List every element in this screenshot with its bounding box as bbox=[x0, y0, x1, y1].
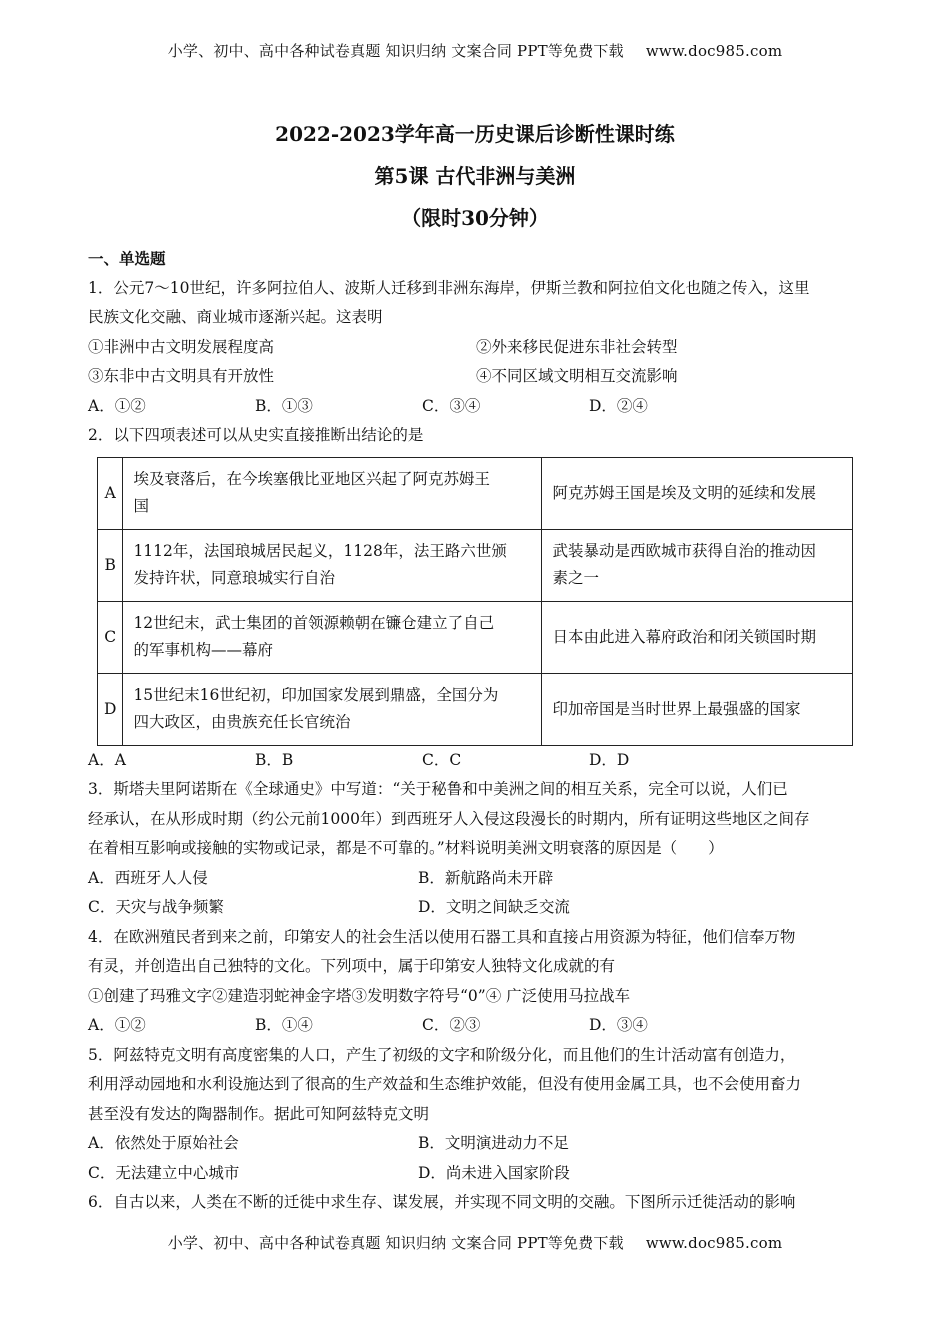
conclusion-cell bbox=[542, 601, 853, 673]
q1-items-row1 bbox=[88, 333, 864, 363]
q2-stem: 2．以下四项表述可以从史实直接推断出结论的是 bbox=[88, 426, 424, 444]
q3-stem-line1: 3．斯塔夫里阿诺斯在《全球通史》中写道：“关于秘鲁和中美洲之间的相互关系，完全可以说，人们已 bbox=[88, 780, 788, 798]
conclusion-cell bbox=[542, 457, 853, 529]
q1-stem-line1: 1．公元7～10世纪，许多阿拉伯人、波斯人迁移到非洲东海岸，伊斯兰教和阿拉伯文化也随之传入，这里 bbox=[88, 278, 810, 297]
q1-items-row2 bbox=[88, 362, 864, 392]
q3-option-c: C．天灾与战争频繁 bbox=[88, 898, 224, 916]
conclusion-cell bbox=[542, 529, 853, 601]
q1-stem-line2: 民族文化交融、商业城市逐渐兴起。这表明 bbox=[88, 308, 383, 326]
footer-site-link[interactable]: www.doc985.com bbox=[645, 1234, 783, 1252]
q2-option-d: D．D bbox=[589, 750, 630, 769]
q3-option-a: A．西班牙人人侵 bbox=[88, 868, 208, 887]
page-footer bbox=[0, 1232, 950, 1253]
q1-option-c: C．③④ bbox=[422, 396, 481, 415]
q5-stem-line3: 甚至没有发达的陶器制作。据此可知阿兹特克文明 bbox=[88, 1104, 430, 1123]
q4-options bbox=[88, 1011, 864, 1041]
q2-options bbox=[88, 746, 864, 776]
conclusion-cell bbox=[542, 673, 853, 745]
header-site-link[interactable]: www.doc985.com bbox=[645, 42, 783, 60]
q6-stem-line1: 6．自古以来，人类在不断的迁徙中求生存、谋发展，并实现不同文明的交融。下图所示迁徙活动的影响 bbox=[88, 1193, 796, 1211]
fact-line: 四大政区，由贵族充任长官统治 bbox=[133, 713, 351, 731]
header-text: 小学、初中、高中各种试卷真题 知识归纳 文案合同 PPT等免费下载 bbox=[167, 42, 624, 60]
q4-option-b: B．①④ bbox=[255, 1016, 313, 1034]
q4-stem-line3: ①创建了玛雅文字②建造羽蛇神金字塔③发明数字符号“0”④ 广泛使用马拉战车 bbox=[88, 986, 631, 1005]
q1-option-b: B．①③ bbox=[255, 396, 313, 415]
lesson-title: 第5课 古代非洲与美洲 bbox=[374, 164, 576, 188]
fact-line: 1112年，法国琅城居民起义，1128年，法王路六世颁 bbox=[133, 542, 507, 560]
question-2 bbox=[88, 421, 864, 775]
row-label: C bbox=[98, 601, 123, 673]
q5-option-c: C．无法建立中心城市 bbox=[88, 1163, 240, 1182]
q2-option-a: A．A bbox=[88, 750, 126, 769]
section-heading: 一、单选题 bbox=[88, 249, 166, 268]
question-6 bbox=[88, 1188, 864, 1218]
fact-line: 国 bbox=[133, 497, 149, 515]
fact-line: 12世纪末，武士集团的首领源赖朝在镰仓建立了自己 bbox=[133, 614, 495, 632]
q5-option-d: D．尚未进入国家阶段 bbox=[418, 1163, 570, 1182]
row-label: D bbox=[98, 673, 123, 745]
q3-option-d: D．文明之间缺乏交流 bbox=[418, 898, 570, 916]
question-5 bbox=[88, 1041, 864, 1189]
question-1 bbox=[88, 274, 864, 422]
row-label: B bbox=[98, 529, 123, 601]
q4-option-c: C．②③ bbox=[422, 1016, 481, 1034]
q5-options-row2 bbox=[88, 1159, 864, 1189]
doc-title: 2022-2023学年高一历史课后诊断性课时练 bbox=[275, 122, 675, 146]
q4-option-d: D．③④ bbox=[589, 1016, 648, 1034]
q4-stem-line1: 4．在欧洲殖民者到来之前，印第安人的社会生活以使用石器工具和直接占用资源为特征，他们信奉万物 bbox=[88, 927, 796, 946]
conclusion-line: 武装暴动是西欧城市获得自治的推动因 bbox=[552, 542, 816, 560]
q2-table bbox=[97, 457, 853, 746]
page-header bbox=[0, 40, 950, 61]
exam-content bbox=[88, 244, 864, 1218]
row-label: A bbox=[98, 457, 123, 529]
q5-option-b: B．文明演进动力不足 bbox=[418, 1134, 569, 1152]
q3-options-row2 bbox=[88, 893, 864, 923]
table-row bbox=[98, 529, 853, 601]
q2-option-c: C．C bbox=[422, 750, 462, 769]
table-row bbox=[98, 673, 853, 745]
conclusion-line: 日本由此进入幕府政治和闭关锁国时期 bbox=[552, 627, 816, 646]
q5-stem-line2: 利用浮动园地和水利设施达到了很高的生产效益和生态维护效能，但没有使用金属工具，也不会使用畜力 bbox=[88, 1075, 802, 1093]
q3-options-row1 bbox=[88, 864, 864, 894]
q1-option-d: D．②④ bbox=[589, 396, 648, 415]
q1-item-4: ④不同区域文明相互交流影响 bbox=[476, 367, 678, 385]
conclusion-line: 印加帝国是当时世界上最强盛的国家 bbox=[552, 699, 801, 718]
q5-stem-line1: 5．阿兹特克文明有高度密集的人口，产生了初级的文字和阶级分化，而且他们的生计活动富有创造力， bbox=[88, 1045, 796, 1064]
fact-line: 15世纪末16世纪初，印加国家发展到鼎盛，全国分为 bbox=[133, 686, 499, 704]
q4-stem-line2: 有灵，并创造出自己独特的文化。下列项中，属于印第安人独特文化成就的有 bbox=[88, 957, 616, 975]
q1-item-3: ③东非中古文明具有开放性 bbox=[88, 367, 275, 385]
fact-line: 埃及衰落后，在今埃塞俄比亚地区兴起了阿克苏姆王 bbox=[133, 470, 490, 488]
q1-item-2: ②外来移民促进东非社会转型 bbox=[476, 337, 678, 356]
time-limit: （限时30分钟） bbox=[401, 206, 549, 230]
fact-cell bbox=[123, 457, 542, 529]
conclusion-line: 阿克苏姆王国是埃及文明的延续和发展 bbox=[552, 483, 816, 502]
fact-line: 的军事机构——幕府 bbox=[133, 641, 273, 659]
question-3 bbox=[88, 775, 864, 923]
fact-cell bbox=[123, 673, 542, 745]
q5-options-row1 bbox=[88, 1129, 864, 1159]
q1-item-1: ①非洲中古文明发展程度高 bbox=[88, 337, 275, 356]
question-4 bbox=[88, 923, 864, 1041]
q3-stem-line2: 经承认，在从形成时期（约公元前1000年）到西班牙人入侵这段漫长的时期内，所有证明这些地区之间存 bbox=[88, 809, 810, 828]
conclusion-line: 素之一 bbox=[552, 569, 599, 587]
q3-stem-line3: 在着相互影响或接触的实物或记录，都是不可靠的。”材料说明美洲文明衰落的原因是（ ） bbox=[88, 839, 724, 857]
table-row bbox=[98, 601, 853, 673]
table-row bbox=[98, 457, 853, 529]
q1-options bbox=[88, 392, 864, 422]
q1-option-a: A．①② bbox=[88, 396, 146, 415]
q3-option-b: B．新航路尚未开辟 bbox=[418, 868, 554, 887]
q2-option-b: B．B bbox=[255, 750, 294, 769]
fact-cell bbox=[123, 601, 542, 673]
q5-option-a: A．依然处于原始社会 bbox=[88, 1134, 239, 1152]
fact-cell bbox=[123, 529, 542, 601]
fact-line: 发持许状，同意琅城实行自治 bbox=[133, 569, 335, 587]
footer-text: 小学、初中、高中各种试卷真题 知识归纳 文案合同 PPT等免费下载 bbox=[167, 1234, 624, 1252]
q4-option-a: A．①② bbox=[88, 1016, 146, 1034]
